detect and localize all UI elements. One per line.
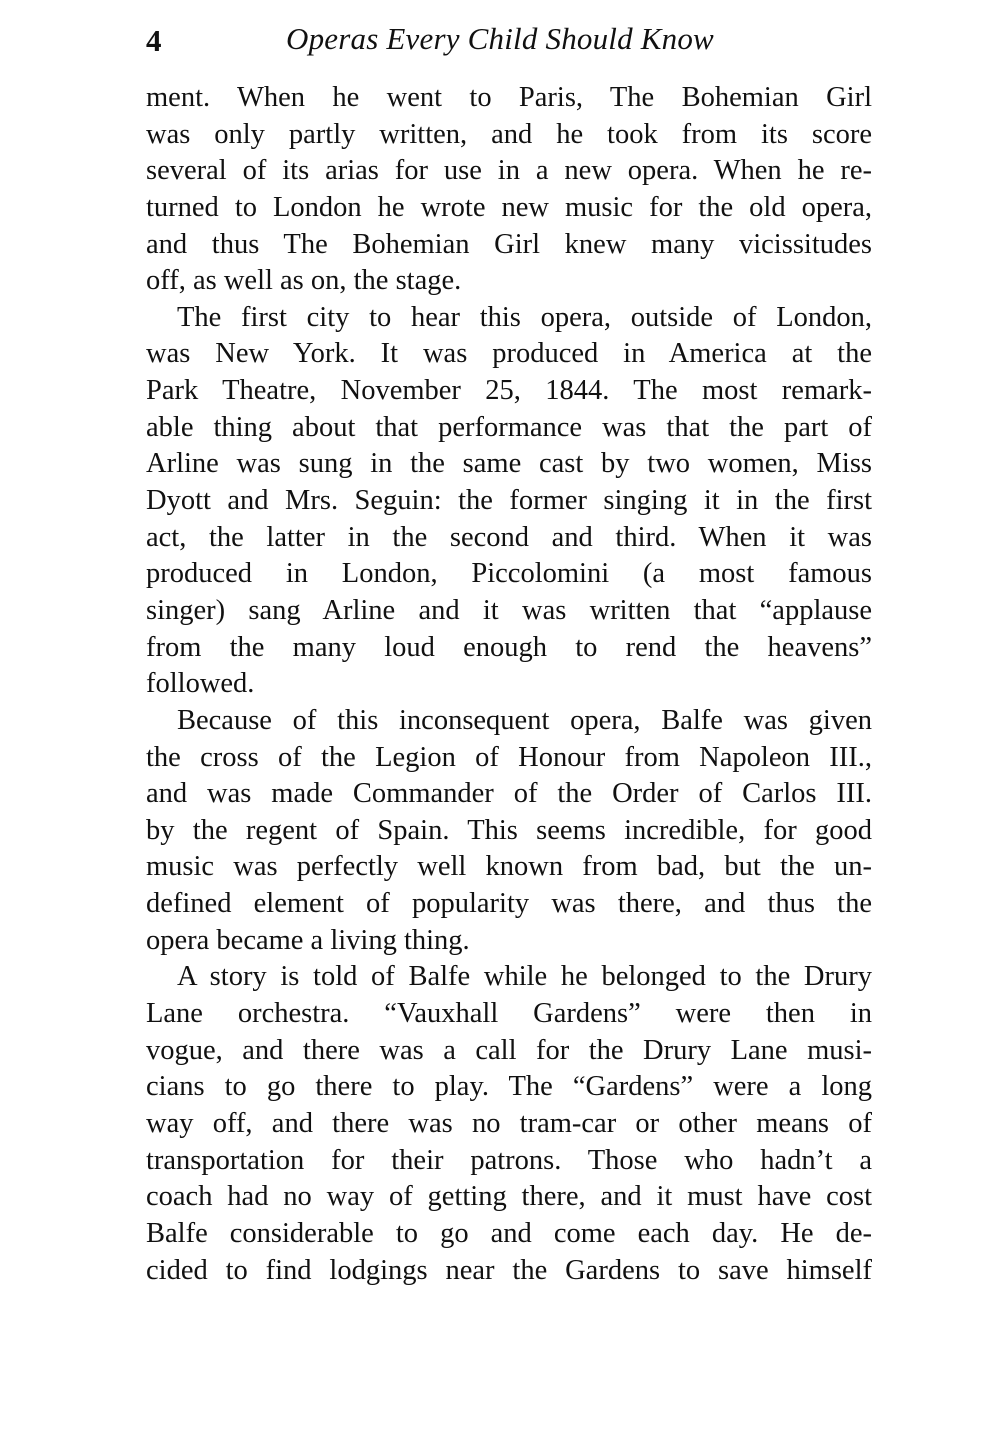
text-line: turned to London he wrote new music for the old opera, bbox=[146, 191, 872, 223]
text-line: singer) sang Arline and it was written that “applause bbox=[146, 594, 872, 626]
text-line: transportation for their patrons. Those who hadn’t a bbox=[146, 1144, 872, 1176]
text-line: cided to find lodgings near the Gardens to save himself bbox=[146, 1254, 872, 1286]
text-line: able thing about that performance was that the part of bbox=[146, 411, 872, 443]
running-head bbox=[146, 18, 872, 62]
text-line: from the many loud enough to rend the heavens” bbox=[146, 631, 872, 663]
text-line: way off, and there was no tram-car or other means of bbox=[146, 1107, 872, 1139]
text-line: Park Theatre, November 25, 1844. The most remark- bbox=[146, 375, 872, 407]
body-text bbox=[146, 80, 872, 1289]
text-line: produced in London, Piccolomini (a most famous bbox=[146, 558, 872, 590]
text-line: Because of this inconsequent opera, Balfe was given bbox=[177, 704, 872, 736]
text-line: defined element of popularity was there, and thus the bbox=[146, 888, 872, 920]
paragraph bbox=[146, 300, 872, 703]
paragraph bbox=[146, 703, 872, 959]
paragraph bbox=[146, 959, 872, 1289]
text-line: off, as well as on, the stage. bbox=[146, 265, 462, 297]
text-line: act, the latter in the second and third. When it was bbox=[146, 521, 872, 553]
text-line: ment. When he went to Paris, The Bohemian Girl bbox=[146, 82, 872, 113]
text-line: Dyott and Mrs. Seguin: the former singing it in the first bbox=[146, 485, 872, 517]
text-line: Lane orchestra. “Vauxhall Gardens” were then in bbox=[146, 998, 872, 1030]
text-line: music was perfectly well known from bad, but the un- bbox=[146, 851, 872, 883]
text-line: The first city to hear this opera, outside of London, bbox=[177, 301, 872, 333]
text-line: was New York. It was produced in America at the bbox=[146, 338, 872, 370]
text-line: Balfe considerable to go and come each day. He de- bbox=[146, 1217, 872, 1249]
text-line: opera became a living thing. bbox=[146, 924, 470, 956]
text-line: by the regent of Spain. This seems incredible, for good bbox=[146, 814, 872, 846]
text-line: coach had no way of getting there, and it must have cost bbox=[146, 1181, 872, 1213]
book-title: Operas Every Child Should Know bbox=[286, 21, 714, 56]
text-line: and was made Commander of the Order of Carlos III. bbox=[146, 778, 872, 810]
text-line: and thus The Bohemian Girl knew many vicissitudes bbox=[146, 228, 872, 260]
text-line: A story is told of Balfe while he belonged to the Drury bbox=[177, 961, 872, 993]
text-line: cians to go there to play. The “Gardens” were a long bbox=[146, 1071, 872, 1103]
text-line: vogue, and there was a call for the Drury Lane musi- bbox=[146, 1034, 872, 1066]
paragraph bbox=[146, 80, 872, 300]
text-line: Arline was sung in the same cast by two women, Miss bbox=[146, 448, 872, 480]
text-line: the cross of the Legion of Honour from Napoleon III., bbox=[146, 741, 872, 773]
text-line: was only partly written, and he took from its score bbox=[146, 118, 872, 150]
text-line: several of its arias for use in a new opera. When he re- bbox=[146, 155, 872, 187]
page-number: 4 bbox=[146, 23, 162, 58]
text-line: followed. bbox=[146, 668, 255, 700]
